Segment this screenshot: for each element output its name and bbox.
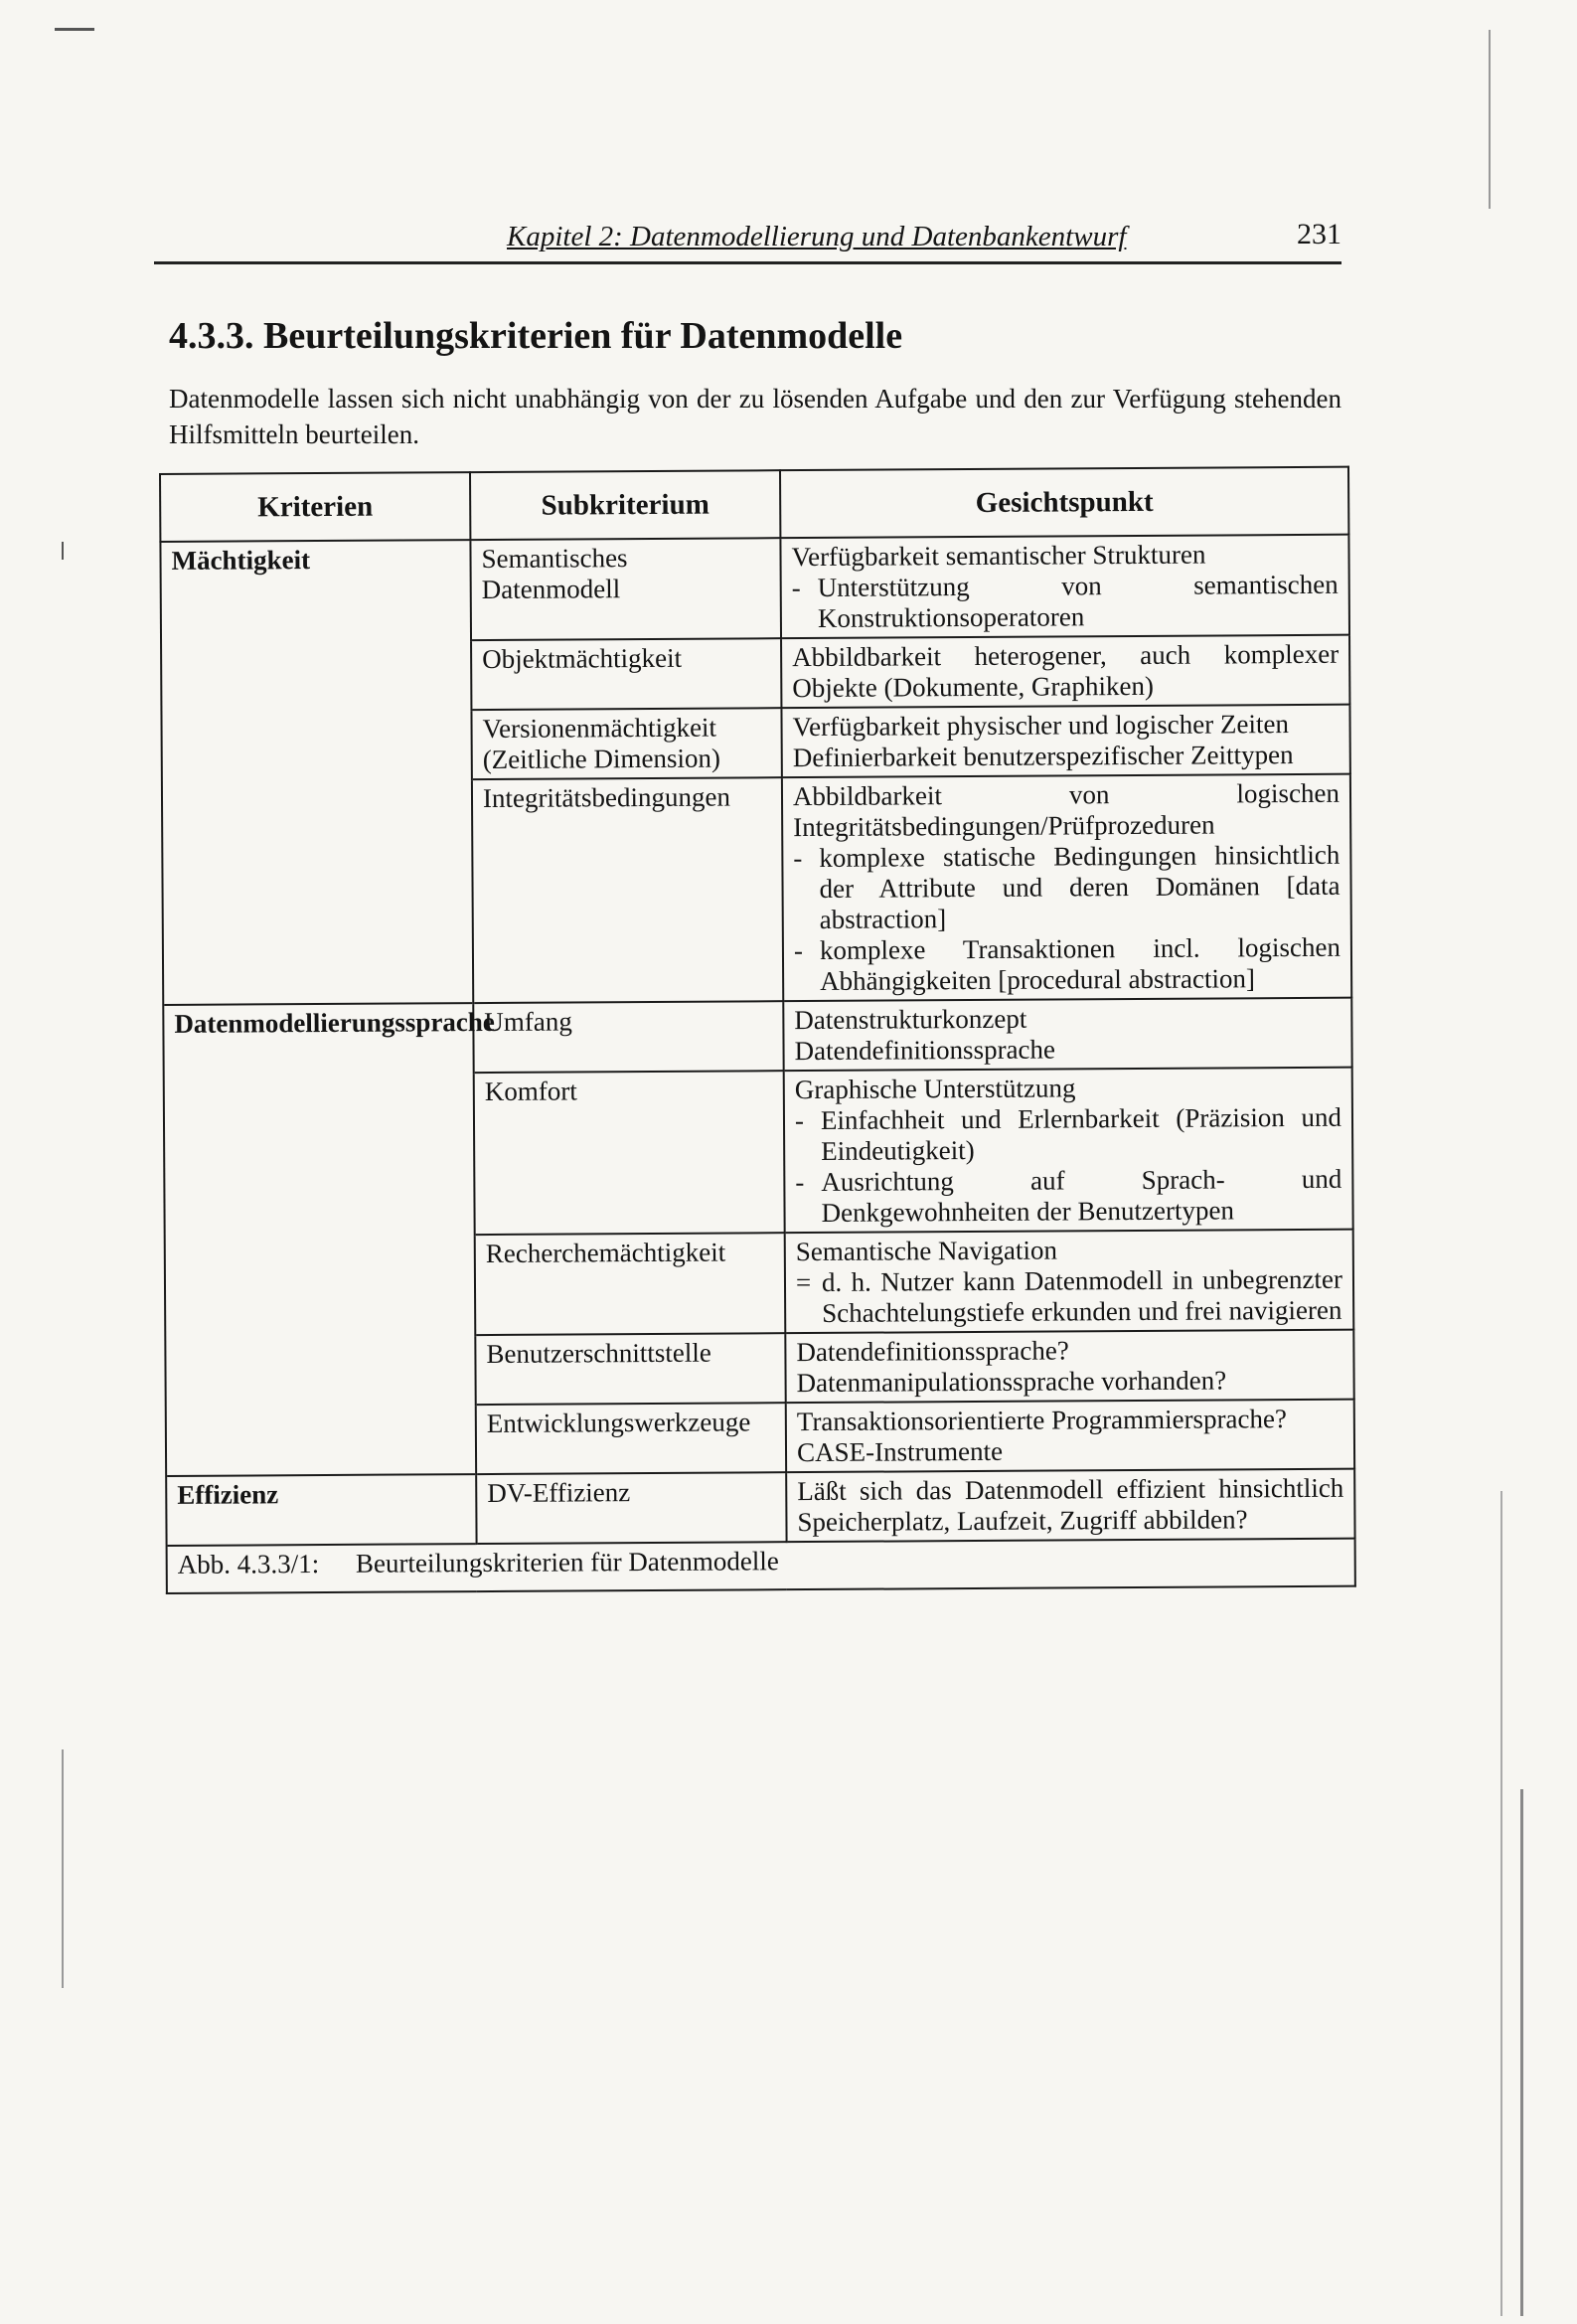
subkriterium-cell: DV-Effizienz	[476, 1472, 786, 1544]
scan-artifact	[1500, 1491, 1502, 2316]
table-row	[162, 774, 1351, 1005]
table-body	[160, 535, 1354, 1546]
table-row	[161, 635, 1349, 712]
gesichtspunkt-line	[792, 570, 1339, 634]
subkriterium-cell: Umfang	[473, 1001, 783, 1073]
gesichtspunkt-text: Graphische Unterstützung	[794, 1073, 1076, 1105]
scan-artifact	[55, 28, 94, 31]
gesichtspunkt-line	[795, 1102, 1341, 1167]
intro-paragraph: Datenmodelle lassen sich nicht unabhängig von der zu lösenden Aufgabe und den zur Verfügung stehenden Hilfsmitteln beurteilen.	[169, 384, 1341, 449]
gesichtspunkt-line	[792, 709, 1339, 743]
table-row	[160, 535, 1349, 642]
scan-artifact	[62, 1749, 64, 1988]
gesichtspunkt-line	[791, 539, 1338, 573]
kriterium-cell	[162, 779, 473, 1005]
criteria-table-container	[159, 466, 1360, 1914]
bullet-marker: -	[793, 843, 803, 874]
figure-caption	[167, 1539, 1355, 1593]
bullet-marker: -	[793, 935, 804, 966]
gesichtspunkt-cell	[781, 705, 1349, 777]
gesichtspunkt-cell	[786, 1469, 1354, 1542]
gesichtspunkt-line	[794, 1033, 1340, 1067]
kriterium-cell	[166, 1405, 476, 1476]
gesichtspunkt-text: Unterstützung von semantischen Konstruktionsoperatoren	[817, 569, 1339, 633]
running-title: Kapitel 2: Datenmodellierung und Datenbankentwurf	[507, 221, 1127, 252]
caption-row	[167, 1539, 1355, 1593]
caption-text: Beurteilungskriterien für Datenmodelle	[355, 1546, 779, 1578]
gesichtspunkt-line	[792, 639, 1339, 704]
gesichtspunkt-text: CASE-Instrumente	[796, 1435, 1004, 1468]
bullet-marker: -	[794, 1105, 805, 1136]
table-row	[166, 1400, 1354, 1476]
table-row	[163, 998, 1351, 1075]
running-header	[154, 202, 1341, 264]
gesichtspunkt-line	[796, 1334, 1342, 1368]
gesichtspunkt-text: Semantische Navigation	[795, 1235, 1058, 1267]
page-number: 231	[1297, 218, 1341, 250]
gesichtspunkt-text: Verfügbarkeit semantischer Strukturen	[791, 539, 1206, 573]
gesichtspunkt-text: komplexe statische Bedingungen hinsichtlich der Attribute und deren Domänen [data abstraction]	[819, 839, 1340, 934]
gesichtspunkt-line	[793, 840, 1340, 935]
scan-artifact	[1520, 1789, 1523, 2316]
table-row	[165, 1330, 1353, 1407]
gesichtspunkt-text: Datenstrukturkonzept	[794, 1003, 1027, 1036]
kriterium-cell	[161, 640, 471, 712]
gesichtspunkt-cell	[781, 635, 1349, 708]
caption-label: Abb. 4.3.3/1:	[177, 1549, 320, 1579]
kriterium-cell: Datenmodellierungssprache	[163, 1003, 473, 1075]
gesichtspunkt-text: komplexe Transaktionen incl. logischen Abhängigkeiten [procedural abstraction]	[819, 931, 1341, 996]
gesichtspunkt-text: Datenmanipulationssprache vorhanden?	[796, 1365, 1227, 1399]
header-gesichtspunkt: Gesichtspunkt	[780, 467, 1348, 538]
gesichtspunkt-text: Verfügbarkeit physischer und logischer Zeiten	[792, 709, 1289, 743]
gesichtspunkt-line	[793, 778, 1340, 843]
bullet-marker: -	[791, 573, 801, 603]
gesichtspunkt-text: Datendefinitionssprache?	[796, 1335, 1069, 1368]
header-subkriterium: Subkriterium	[470, 470, 780, 540]
table-header-row	[160, 467, 1348, 542]
gesichtspunkt-text: Definierbarkeit benutzerspezifischer Zeittypen	[792, 740, 1294, 773]
bullet-marker: =	[795, 1267, 812, 1298]
gesichtspunkt-text: Läßt sich das Datenmodell effizient hinsichtlich Speicherplatz, Laufzeit, Zugriff abbilden?	[797, 1472, 1344, 1538]
bullet-marker: -	[795, 1167, 805, 1198]
subkriterium-cell: Recherchemächtigkeit	[475, 1233, 786, 1335]
gesichtspunkt-line	[794, 1002, 1340, 1036]
subkriterium-cell: Entwicklungswerkzeuge	[476, 1403, 786, 1474]
gesichtspunkt-text: Ausrichtung auf Sprach- und Denkgewohnheiten der Benutzertypen	[821, 1163, 1342, 1228]
table-row	[164, 1068, 1353, 1237]
gesichtspunkt-line	[797, 1473, 1343, 1538]
gesichtspunkt-text: Abbildbarkeit von logischen Integritätsbedingungen/Prüfprozeduren	[792, 777, 1340, 843]
table-row	[166, 1469, 1354, 1546]
gesichtspunkt-line	[795, 1072, 1341, 1105]
gesichtspunkt-cell	[785, 1230, 1354, 1333]
gesichtspunkt-line	[793, 740, 1340, 773]
gesichtspunkt-text: Abbildbarkeit heterogener, auch komplexer Objekte (Dokumente, Graphiken)	[792, 638, 1340, 704]
gesichtspunkt-cell	[785, 1330, 1353, 1403]
kriterium-cell	[165, 1235, 476, 1337]
gesichtspunkt-cell	[783, 998, 1351, 1071]
header-kriterien: Kriterien	[160, 472, 470, 542]
subkriterium-cell: Komfort	[474, 1071, 785, 1235]
gesichtspunkt-cell	[786, 1400, 1354, 1472]
gesichtspunkt-line	[796, 1264, 1342, 1329]
table-row	[161, 705, 1349, 781]
gesichtspunkt-line	[796, 1234, 1342, 1267]
subkriterium-cell: Objektmächtigkeit	[471, 638, 781, 710]
gesichtspunkt-line	[797, 1404, 1343, 1437]
kriterium-cell: Effizienz	[166, 1474, 476, 1546]
kriterium-cell	[164, 1073, 475, 1237]
subkriterium-cell: Benutzerschnittstelle	[475, 1333, 785, 1405]
kriterium-cell	[161, 710, 471, 781]
subkriterium-cell: Versionenmächtigkeit (Zeitliche Dimension)	[471, 708, 781, 779]
gesichtspunkt-text: d. h. Nutzer kann Datenmodell in unbegrenzter Schachtelungstiefe erkunden und frei navigieren	[821, 1263, 1343, 1328]
criteria-table	[159, 466, 1356, 1594]
gesichtspunkt-line	[794, 932, 1340, 997]
gesichtspunkt-line	[795, 1164, 1341, 1229]
gesichtspunkt-cell	[780, 535, 1349, 638]
scan-artifact	[62, 542, 64, 560]
gesichtspunkt-text: Einfachheit und Erlernbarkeit (Präzision und Eindeutigkeit)	[820, 1101, 1342, 1166]
subkriterium-cell: Semantisches Datenmodell	[470, 538, 781, 640]
table-row	[165, 1230, 1354, 1337]
scan-artifact	[1489, 30, 1491, 209]
subkriterium-cell: Integritätsbedingungen	[472, 777, 783, 1003]
gesichtspunkt-cell	[782, 774, 1351, 1001]
gesichtspunkt-line	[797, 1434, 1343, 1468]
section-title: 4.3.3. Beurteilungskriterien für Datenmodelle	[169, 315, 903, 357]
kriterium-cell	[165, 1335, 475, 1407]
kriterium-cell: Mächtigkeit	[160, 540, 471, 642]
gesichtspunkt-line	[797, 1365, 1343, 1399]
gesichtspunkt-text: Datendefinitionssprache	[794, 1034, 1056, 1067]
gesichtspunkt-text: Transaktionsorientierte Programmiersprache?	[796, 1404, 1288, 1437]
gesichtspunkt-cell	[784, 1068, 1353, 1233]
